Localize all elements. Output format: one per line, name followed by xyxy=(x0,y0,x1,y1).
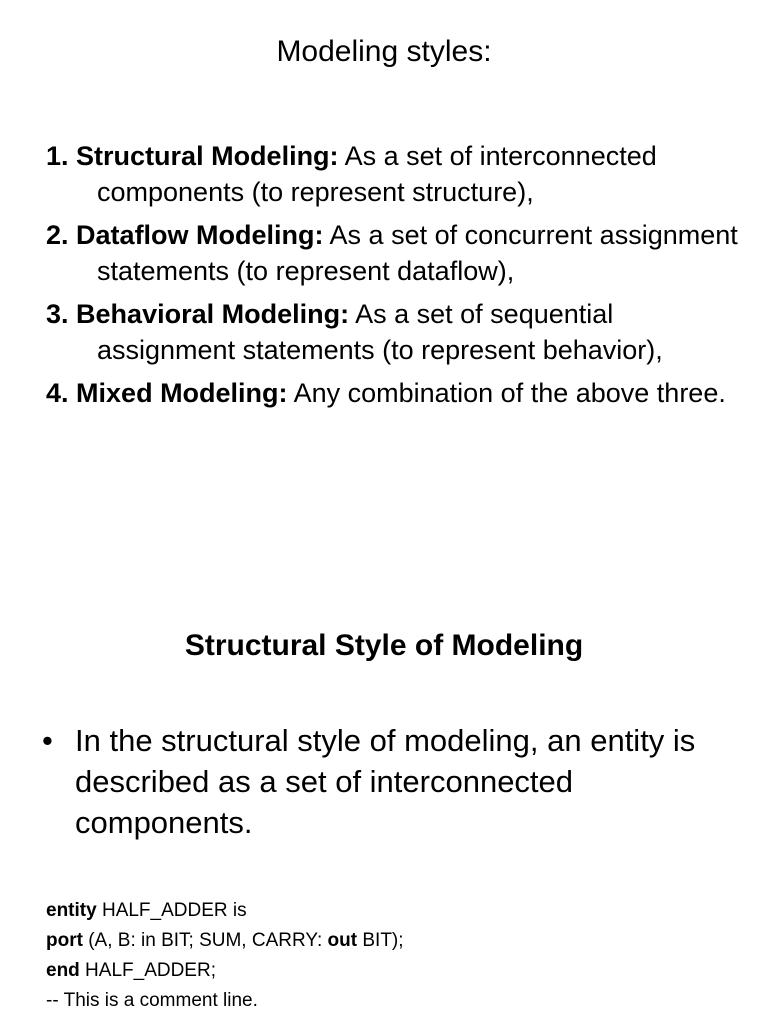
slide-title: Structural Style of Modeling xyxy=(184,629,584,662)
code-keyword: out xyxy=(327,930,358,951)
item-name: Structural Modeling: xyxy=(76,141,339,171)
item-number: 3. xyxy=(46,299,69,329)
bullet-text: In the structural style of modeling, an entity is described as a set of interconnected components. xyxy=(75,723,696,840)
item-number: 2. xyxy=(46,220,69,250)
item-number: 1. xyxy=(46,141,69,171)
code-line xyxy=(46,956,746,986)
code-text: HALF_ADDER is xyxy=(96,900,247,921)
code-comment: -- This is a comment line. xyxy=(46,990,258,1011)
code-text: (A, B: in BIT; SUM, CARRY: xyxy=(82,930,328,951)
code-line xyxy=(46,896,746,926)
list-item-mixed-modeling xyxy=(46,375,746,411)
item-description: As a set of sequential assignment statements (to represent behavior), xyxy=(97,299,663,365)
item-name: Dataflow Modeling: xyxy=(76,220,324,250)
item-description: As a set of concurrent assignment statements (to represent dataflow), xyxy=(97,220,738,286)
item-description: Any combination of the above three. xyxy=(293,378,726,408)
item-number: 4. xyxy=(46,378,69,408)
code-keyword: entity xyxy=(46,900,97,921)
slide-title: Modeling styles: xyxy=(276,35,492,68)
code-text: BIT); xyxy=(357,930,404,951)
code-keyword: end xyxy=(46,960,80,981)
code-keyword: port xyxy=(46,930,83,951)
code-text: HALF_ADDER; xyxy=(79,960,216,981)
list-item-structural-modeling xyxy=(46,138,746,210)
bullet-point xyxy=(42,720,702,843)
item-name: Behavioral Modeling: xyxy=(76,299,350,329)
bullet-icon: • xyxy=(42,723,53,758)
code-block xyxy=(46,896,746,1016)
modeling-styles-list xyxy=(46,138,746,418)
item-name: Mixed Modeling: xyxy=(76,378,288,408)
code-line xyxy=(46,926,746,956)
list-item-behavioral-modeling xyxy=(46,296,746,368)
slide-structural-style xyxy=(0,512,768,1024)
item-description: As a set of interconnected components (to represent structure), xyxy=(97,141,657,207)
list-item-dataflow-modeling xyxy=(46,217,746,289)
